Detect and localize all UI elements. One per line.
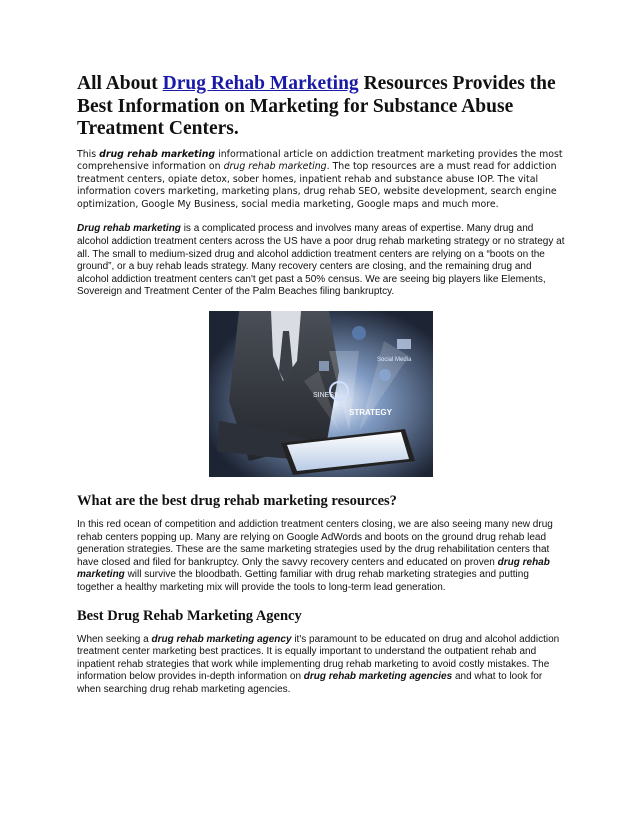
intro-text-3: . The top resources are a must read for addiction treatment centers, opiate detox, sober homes, inpatient rehab and substance abuse IOP. The vital information covers marketing, marketing plans, drug rehab SEO, website development, search engine optimization, Google My Business, social media marketing, Google maps and much more.: [77, 161, 557, 210]
section2-text-1: When seeking a: [77, 633, 152, 645]
floating-label-2: STRATEGY: [349, 408, 392, 418]
section1-text-1: In this red ocean of competition and addiction treatment centers closing, we are also seeing many new drug rehab centers popping up. Many are relying on Google AdWords and boots on the ground drug rehab lead generation strategies. These are the same marketing strategies used by the drug rehabilitation centers that have closed and filed for bankruptcy. Only the savvy recovery centers and educated on proven: [77, 519, 553, 568]
intro-paragraph: [77, 149, 565, 212]
section2-text-3: and what to look for when searching drug rehab marketing agencies.: [77, 671, 543, 695]
section2-text-2: it's paramount to be educated on drug and alcohol addiction treatment center marketing best practices. It is equally important to understand the outpatient rehab and inpatient rehab strategies that work while implementing drug rehab marketing to avoid costly mistakes. The information below provides in-depth information on: [77, 633, 560, 683]
para2-keyword: Drug rehab marketing: [77, 223, 181, 235]
section2-keyword-2: drug rehab marketing agencies: [303, 671, 453, 683]
section1-paragraph: [77, 519, 565, 595]
floating-label-1: SINESS: [313, 392, 339, 400]
title-prefix: All About: [77, 73, 163, 94]
section1-text-2: will survive the bloodbath. Getting familiar with drug rehab marketing strategies and putting together a healthy marketing mix will provide the tools to long-term lead generation.: [77, 569, 529, 593]
intro-italic-keyword: drug rehab marketing: [223, 161, 327, 173]
para2-text: is a complicated process and involves many areas of expertise. Many drug and alcohol addiction treatment centers across the US have a poor drug rehab marketing strategy or no strategy at all. The small to medium-sized drug and alcohol addiction treatment centers are relying on a “boots on the ground”, or a buy rehab leads strategy. Many recovery centers are closing, and the remaining drug and alcohol addiction treatment centers can't get past a 50% census. We are seeing big players like Elements, Sovereign and Treatment Center of the Palm Beaches filing bankruptcy.: [77, 223, 565, 298]
intro-text-2: informational article on addiction treatment marketing provides the most comprehensive information on: [77, 148, 563, 173]
paragraph-2: [77, 223, 565, 299]
business-strategy-photo: [209, 311, 433, 477]
section-best-resources: [77, 492, 565, 709]
intro-text-1: This: [77, 148, 100, 160]
floating-label-3: Social Media: [377, 357, 412, 364]
title-link[interactable]: Drug Rehab Marketing: [162, 73, 359, 94]
page-title: [77, 73, 565, 141]
section2-heading: Best Drug Rehab Marketing Agency: [77, 607, 302, 624]
section2-keyword-1: drug rehab marketing agency: [151, 633, 292, 645]
article-content: [77, 73, 565, 477]
intro-keyword: drug rehab marketing: [99, 148, 216, 160]
title-suffix: Resources Provides the Best Information on Marketing for Substance Abuse Treatment Centers.: [77, 73, 556, 139]
section2-paragraph: [77, 634, 565, 697]
section1-heading: What are the best drug rehab marketing resources?: [77, 493, 397, 509]
section1-keyword: drug rehab marketing: [77, 556, 550, 581]
